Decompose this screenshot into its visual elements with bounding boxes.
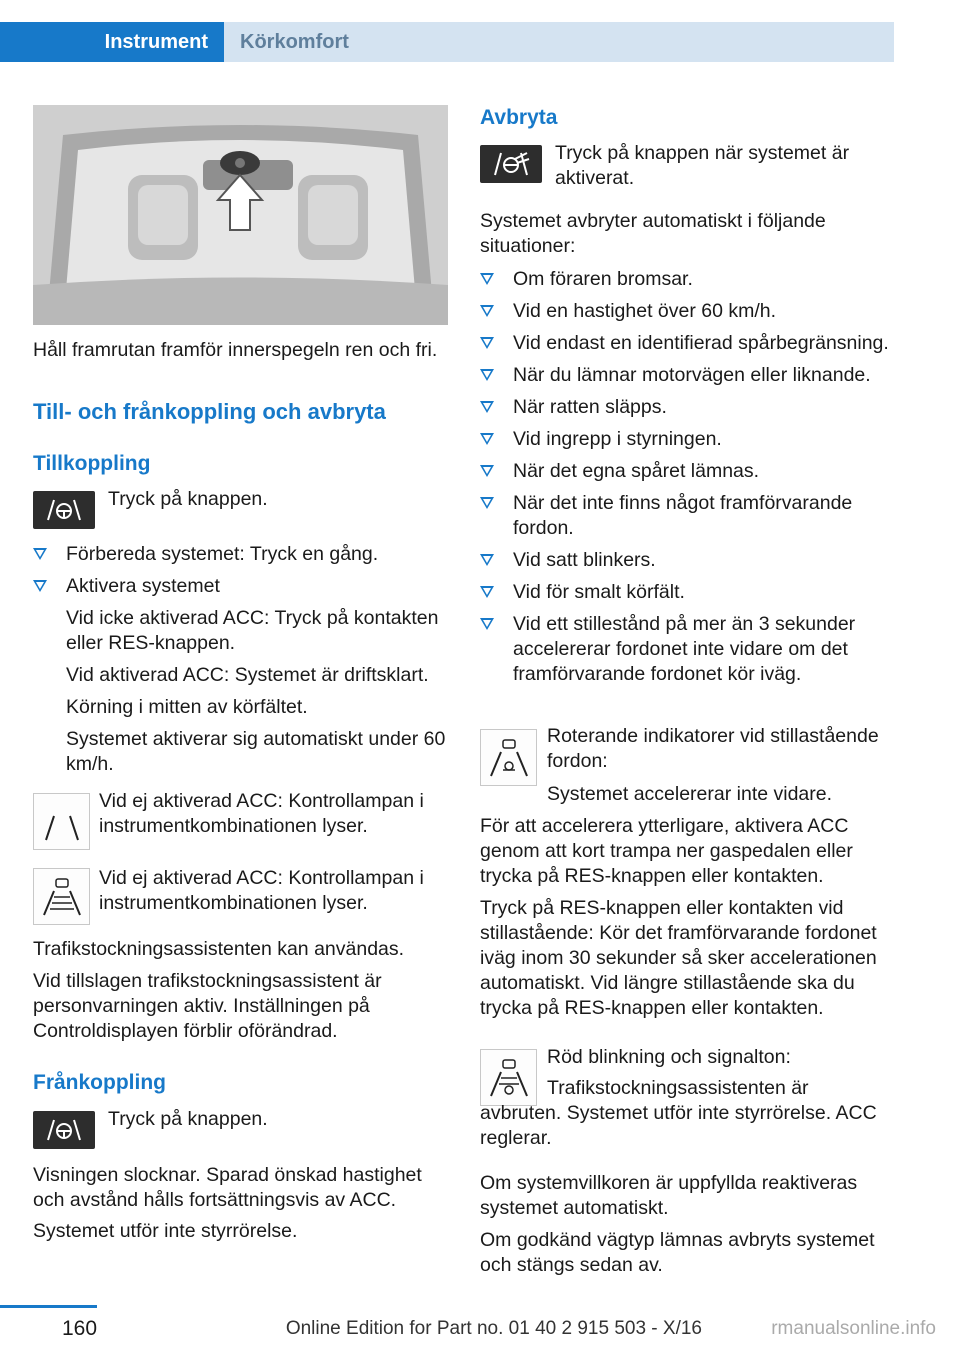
subheading-avbryta: Avbryta	[480, 106, 558, 129]
traffic-jam-lamp-icon	[33, 868, 90, 925]
list-item: Vid en hastighet över 60 km/h.	[480, 299, 895, 324]
page-number: 160	[62, 1317, 98, 1340]
rotating-indicator-text: Roterande indikatorer vid stillastående fordon:	[547, 725, 879, 772]
list-item: Vid ingrepp i styrningen.	[480, 427, 895, 452]
tab-korkomfort[interactable]	[224, 22, 894, 62]
avbryta-intro: Tryck på knappen när systemet är aktiverat.	[555, 142, 850, 189]
steering-wheel-active-icon	[487, 151, 535, 177]
list-item: Vid endast en identifierad spårbegränsning.	[480, 331, 895, 356]
bullet-triangle-icon	[480, 465, 494, 477]
list-item: När det egna spåret lämnas.	[480, 459, 895, 484]
list-item: Aktivera systemet Vid icke aktiverad ACC: Tryck på kontakten eller RES-knappen. Vid aktiverad ACC: Systemet är driftsklart. Körning i mitten av körfältet. Systemet aktiverar sig automatiskt under 60 km/h.	[33, 574, 453, 777]
list-item: Om föraren bromsar.	[480, 267, 895, 292]
rotating-indicator-subtext: Systemet accelererar inte vidare.	[547, 783, 833, 805]
subheading-frankoppling: Frånkoppling	[33, 1071, 166, 1094]
tillkoppling-intro: Tryck på knappen.	[108, 488, 268, 510]
paragraph: För att accelerera ytterligare, aktivera ACC genom att kort trampa ner gaspedalen eller trycka på RES-knappen eller kontakten.	[480, 815, 853, 887]
tillkoppling-list	[33, 542, 453, 784]
paragraph: Tryck på RES-knappen eller kontakten vid stillastående: Kör det framförvarande fordonet iväg inom 30 sekunder så sker accelerationen automatiskt. Vid längre stillastående ska du trycka på RES-knappen eller kontakten.	[480, 897, 877, 1019]
paragraph: Visningen slocknar. Sparad önskad hastighet och avstånd hålls fortsättningsvis av ACC.	[33, 1164, 422, 1211]
list-subtext: Körning i mitten av körfältet.	[66, 696, 308, 718]
steering-assist-active-button-icon	[480, 145, 542, 183]
paragraph: Vid tillslagen trafikstockningsassistent är personvarningen aktiv. Inställningen på Controldisplayen förblir oförändrad.	[33, 970, 382, 1042]
list-item: Förbereda systemet: Tryck en gång.	[33, 542, 453, 567]
bullet-triangle-icon	[480, 433, 494, 445]
list-item: När det inte finns något framförvarande fordon.	[480, 491, 895, 541]
windshield-illustration	[33, 105, 448, 325]
tab-korkomfort-label: Körkomfort	[240, 30, 349, 53]
lamp2-text: Vid ej aktiverad ACC: Kontrollampan i instrumentkombinationen lyser.	[99, 867, 424, 914]
steering-assist-button-icon	[33, 491, 95, 529]
paragraph: Om godkänd vägtyp lämnas avbryts systemet och stängs sedan av.	[480, 1229, 875, 1276]
traffic-jam-assist-icon	[40, 875, 84, 919]
bullet-triangle-icon	[480, 401, 494, 413]
bullet-triangle-icon	[480, 273, 494, 285]
list-subtext: Vid aktiverad ACC: Systemet är driftsklart.	[66, 664, 429, 686]
list-item: Vid ett stillestånd på mer än 3 sekunder accelererar fordonet inte vidare om det framförvarande fordonet kör iväg.	[480, 612, 895, 687]
traffic-jam-assist-icon	[487, 736, 531, 780]
bullet-triangle-icon	[480, 497, 494, 509]
red-blink-text: Röd blinkning och signalton:	[547, 1046, 791, 1068]
list-item: Vid för smalt körfält.	[480, 580, 895, 605]
paragraph: Trafikstockningsassistenten kan användas.	[33, 938, 405, 960]
list-subtext: Systemet aktiverar sig automatiskt under 60 km/h.	[66, 728, 446, 775]
list-item: När du lämnar motorvägen eller liknande.	[480, 363, 895, 388]
frankoppling-intro: Tryck på knappen.	[108, 1108, 268, 1130]
bullet-triangle-icon	[480, 305, 494, 317]
lane-lamp-icon	[33, 793, 90, 850]
paragraph: Systemet utför inte styrrörelse.	[33, 1220, 298, 1242]
bullet-triangle-icon	[33, 580, 47, 592]
bullet-triangle-icon	[33, 548, 47, 560]
steering-assist-button-icon	[33, 1111, 95, 1149]
steering-wheel-lane-icon	[40, 498, 88, 522]
bullet-triangle-icon	[480, 554, 494, 566]
bullet-triangle-icon	[480, 337, 494, 349]
interior-mirror-image	[33, 105, 448, 325]
footer-accent-line	[0, 1305, 97, 1308]
list-item: Vid satt blinkers.	[480, 548, 895, 573]
list-item: När ratten släpps.	[480, 395, 895, 420]
paragraph: Systemet avbryter automatiskt i följande situationer:	[480, 210, 826, 257]
watermark: rmanualsonline.info	[771, 1318, 936, 1339]
bullet-triangle-icon	[480, 618, 494, 630]
tab-instrument-label: Instrument	[104, 30, 208, 53]
steering-wheel-lane-icon	[40, 1118, 88, 1142]
bullet-triangle-icon	[480, 586, 494, 598]
traffic-jam-lamp-icon	[480, 729, 537, 786]
image-caption: Håll framrutan framför innerspegeln ren och fri.	[33, 339, 438, 361]
lane-lines-icon	[40, 802, 84, 842]
subheading-tillkoppling: Tillkoppling	[33, 452, 151, 475]
section-title: Till- och frånkoppling och avbryta	[33, 399, 386, 424]
red-blink-subtext: Trafikstockningsassistenten är avbruten. Systemet utför inte styrrörelse. ACC reglerar.	[480, 1077, 877, 1149]
lamp1-text: Vid ej aktiverad ACC: Kontrollampan i instrumentkombinationen lyser.	[99, 790, 424, 837]
edition-info: Online Edition for Part no. 01 40 2 915 503 - X/16	[285, 1318, 702, 1339]
tab-instrument[interactable]	[0, 22, 224, 62]
list-subtext: Vid icke aktiverad ACC: Tryck på kontakten eller RES-knappen.	[66, 607, 439, 654]
paragraph: Om systemvillkoren är uppfyllda reaktiveras systemet automatiskt.	[480, 1172, 858, 1219]
avbryta-list	[480, 267, 895, 694]
bullet-triangle-icon	[480, 369, 494, 381]
